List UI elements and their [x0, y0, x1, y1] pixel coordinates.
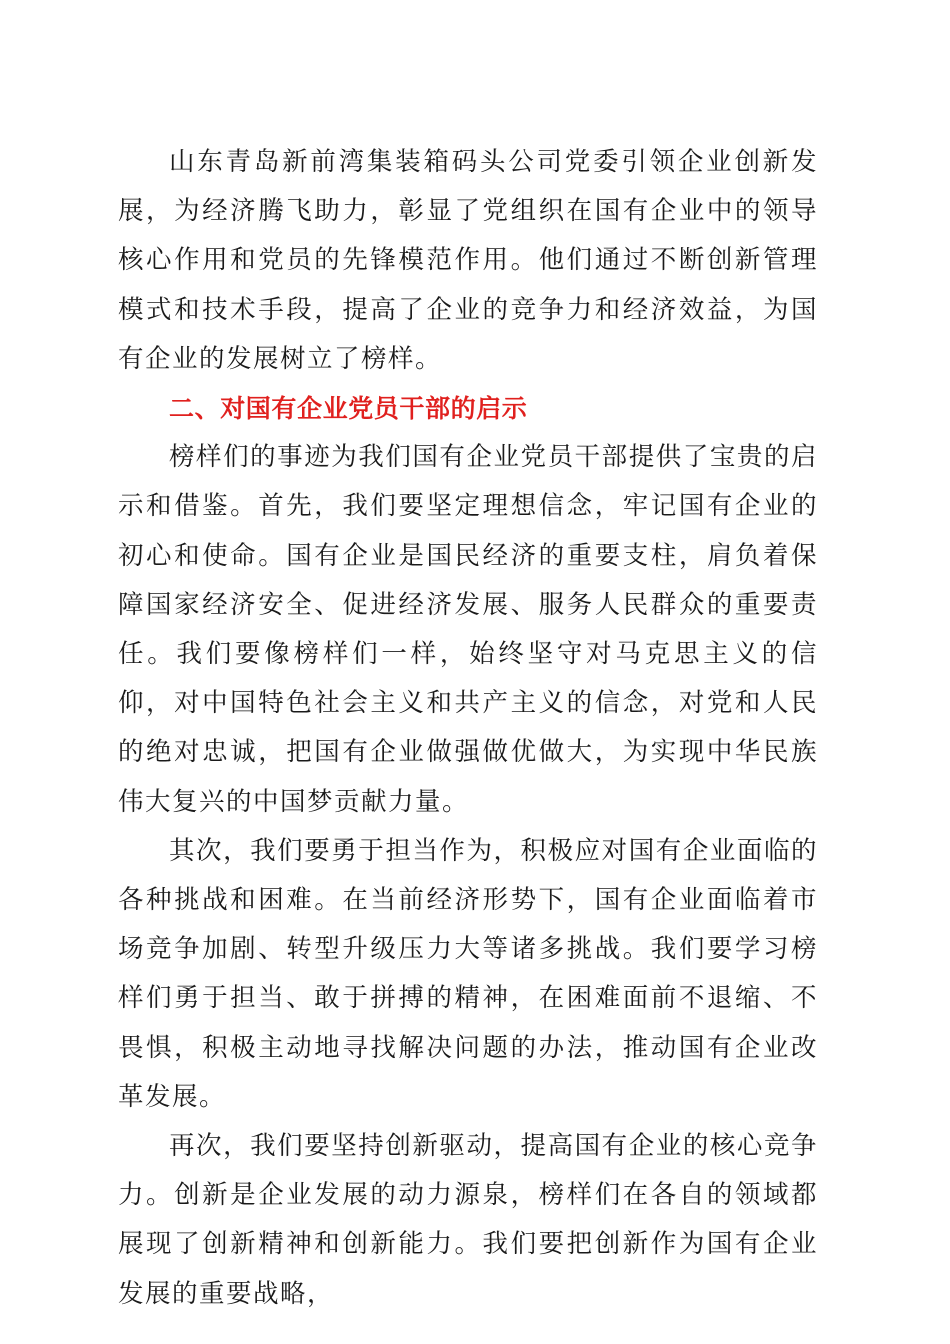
section-heading: 二、对国有企业党员干部的启示 [169, 394, 528, 424]
paragraph-2: 榜样们的事迹为我们国有企业党员干部提供了宝贵的启示和借鉴。首先，我们要坚定理想信念，牢记国有企业的初心和使命。国有企业是国民经济的重要支柱，肩负着保障国家经济安全、促进经济发展、服务人民群众的重要责任。我们要像榜样们一样，始终坚守对马克思主义的信仰，对中国特色社会主义和共产主义的信念，对党和人民的绝对忠诚，把国有企业做强做优做大，为实现中华民族伟大复兴的中国梦贡献力量。 [118, 442, 818, 817]
paragraph-3: 其次，我们要勇于担当作为，积极应对国有企业面临的各种挑战和困难。在当前经济形势下，国有企业面临着市场竞争加剧、转型升级压力大等诸多挑战。我们要学习榜样们勇于担当、敢于拼搏的精神，在困难面前不退缩、不畏惧，积极主动地寻找解决问题的办法，推动国有企业改革发展。 [118, 835, 818, 1112]
paragraph-1: 山东青岛新前湾集装箱码头公司党委引领企业创新发展，为经济腾飞助力，彰显了党组织在国有企业中的领导核心作用和党员的先锋模范作用。他们通过不断创新管理模式和技术手段，提高了企业的竞争力和经济效益，为国有企业的发展树立了榜样。 [118, 147, 818, 374]
document-body [118, 138, 818, 1319]
paragraph-4: 再次，我们要坚持创新驱动，提高国有企业的核心竞争力。创新是企业发展的动力源泉，榜样们在各自的领域都展现了创新精神和创新能力。我们要把创新作为国有企业发展的重要战略， [118, 1131, 818, 1309]
